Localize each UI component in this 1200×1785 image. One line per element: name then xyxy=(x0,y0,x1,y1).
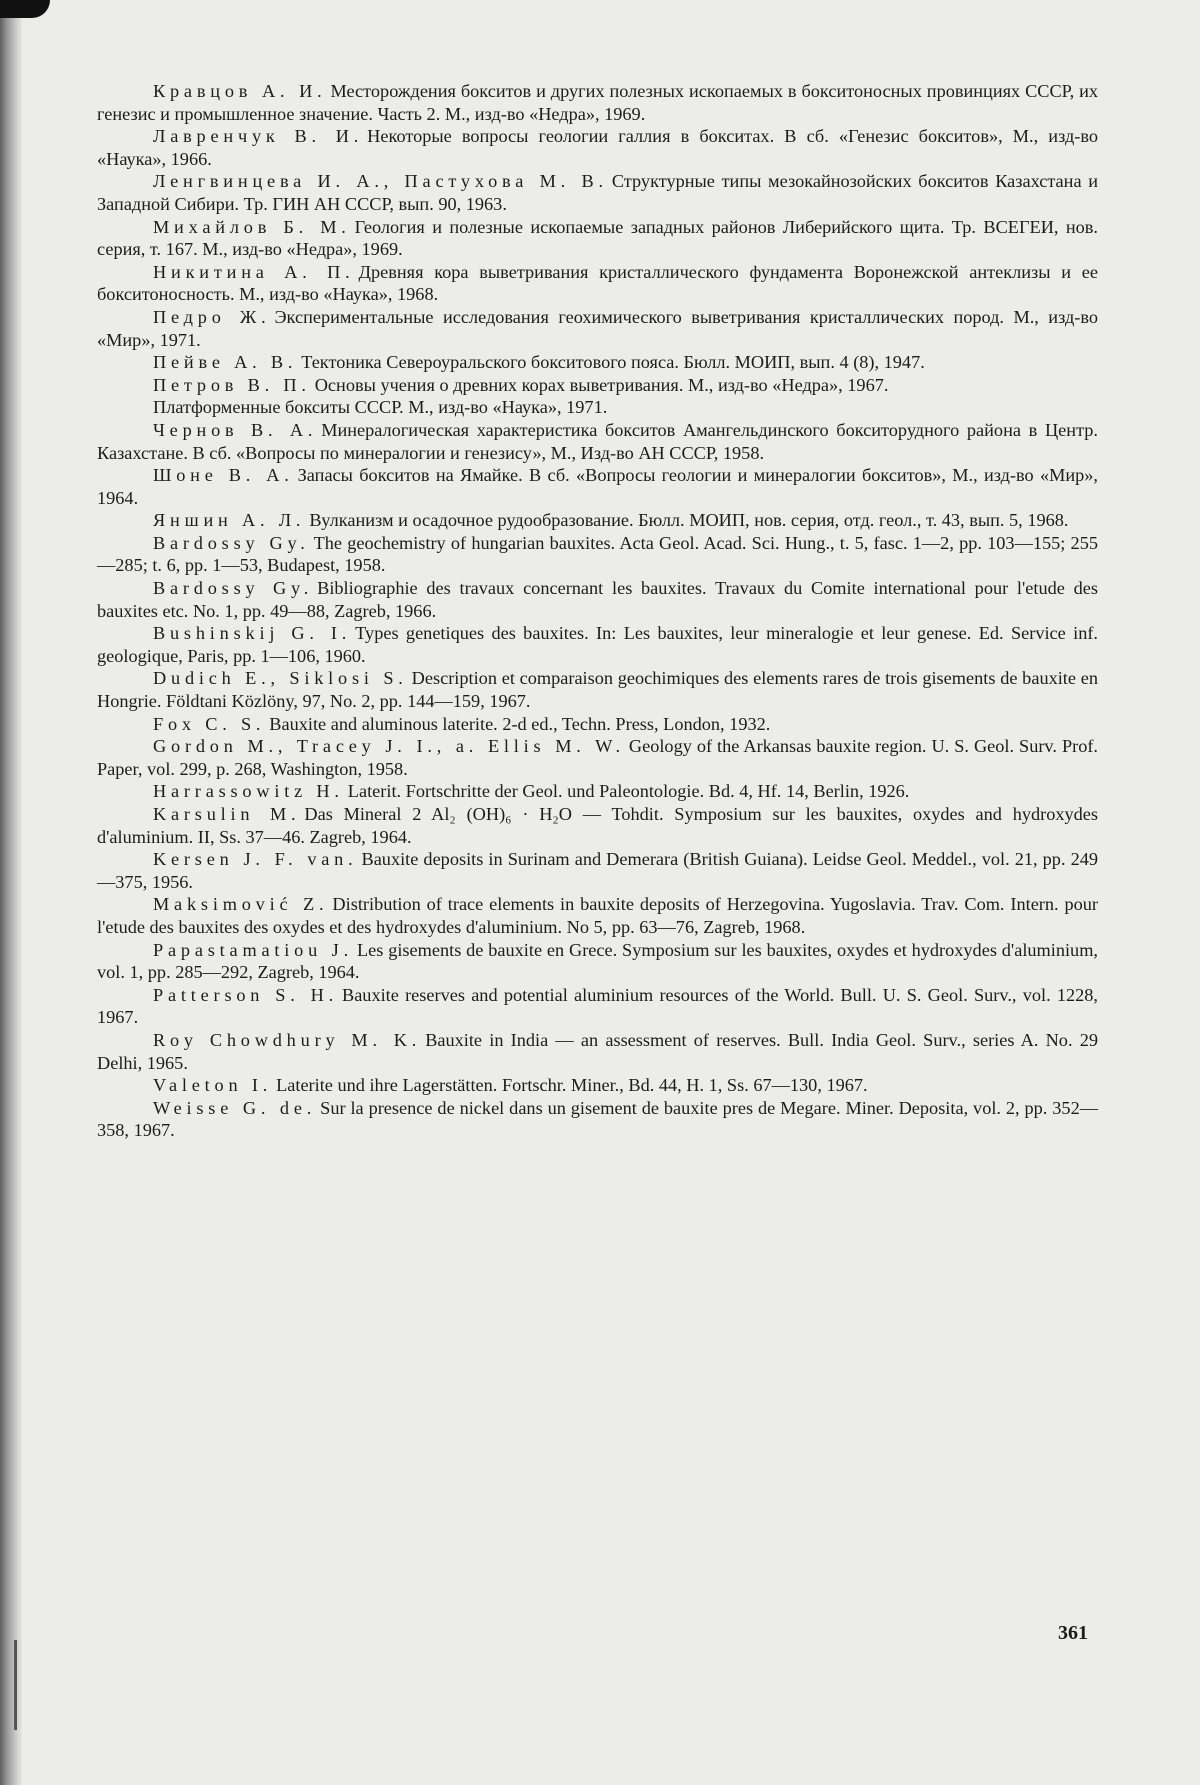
reference-entry xyxy=(97,261,1098,306)
reference-author: Яншин А. Л. xyxy=(153,510,306,531)
reference-entry xyxy=(97,1029,1098,1074)
reference-entry xyxy=(97,216,1098,261)
reference-text: Вулканизм и осадочное рудообразование. Бюлл. МОИП, нов. серия, отд. геол., т. 43, вып. 5, 1968. xyxy=(309,510,1069,531)
reference-entry xyxy=(97,170,1098,215)
reference-text: Laterit. Fortschritte der Geol. und Paleontologie. Bd. 4, Hf. 14, Berlin, 1926. xyxy=(347,781,910,802)
reference-author: Patterson S. H. xyxy=(153,984,338,1005)
reference-entry xyxy=(97,419,1098,464)
reference-author: Петров В. П. xyxy=(153,374,311,395)
reference-text: Запасы бокситов на Ямайке. В сб. «Вопросы геологии и минералогии бокситов», М., изд-во «Мир», 1964. xyxy=(97,465,1098,508)
reference-text: Distribution of trace elements in bauxite deposits of Herzegovina. Yugoslavia. Trav. Com. Intern. pour l'etude des bauxites des oxydes et des hydroxydes d'aluminium. No 5, pp. 63—76, Zagreb, 1968. xyxy=(97,894,1098,937)
reference-author: Maksimović Z. xyxy=(153,894,329,915)
reference-author: Bardossy Gy. xyxy=(153,532,310,553)
reference-entry xyxy=(97,509,1098,532)
reference-author: Bushinskij G. I. xyxy=(153,623,352,644)
reference-entry xyxy=(97,306,1098,351)
reference-entry xyxy=(97,893,1098,938)
reference-list xyxy=(97,80,1098,1142)
reference-text: Bauxite reserves and potential aluminium resources of the World. Bull. U. S. Geol. Surv., vol. 1228, 1967. xyxy=(97,984,1098,1028)
reference-author: Papastamatiou J. xyxy=(153,939,353,960)
reference-text: Тектоника Североуральского бокситового пояса. Бюлл. МОИП, вып. 4 (8), 1947. xyxy=(301,352,925,373)
reference-author: Dudich E., Siklosi S. xyxy=(153,668,408,689)
reference-entry xyxy=(97,125,1098,170)
reference-entry xyxy=(97,848,1098,893)
reference-text: Основы учения о древних корах выветривания. М., изд-во «Недра», 1967. xyxy=(314,374,889,395)
reference-entry xyxy=(97,735,1098,780)
reference-author: Михайлов Б. М. xyxy=(153,216,351,237)
reference-entry xyxy=(97,1074,1098,1097)
reference-entry xyxy=(97,803,1098,848)
reference-text: Древняя кора выветривания кристаллического фундамента Воронежской антеклизы и ее бокситоносность. М., изд-во «Наука», 1968. xyxy=(97,261,1098,305)
reference-author: Кравцов А. И. xyxy=(153,81,327,101)
reference-text: Месторождения бокситов и других полезных ископаемых в бокситоносных провинциях СССР, их генезис и промышленное значение. Часть 2. М., изд-во «Недра», 1969. xyxy=(97,81,1098,124)
reference-text: Das Mineral 2 Al₂ (OH)₆ · H₂O — Tohdit. Symposium sur les bauxites, oxydes and hydroxydes d'aluminium. II, Ss. 37—46. Zagreb, 1964. xyxy=(97,804,1098,847)
reference-entry xyxy=(97,780,1098,803)
reference-author: Roy Chowdhury M. K. xyxy=(153,1029,422,1050)
reference-author: Чернов В. А. xyxy=(153,419,318,440)
reference-entry xyxy=(97,374,1098,397)
reference-text: Sur la presence de nickel dans un gisement de bauxite pres de Megare. Miner. Deposita, vol. 2, pp. 352—358, 1967. xyxy=(97,1097,1098,1141)
reference-text: Экспериментальные исследования геохимического выветривания кристаллических пород. М., изд-во «Мир», 1971. xyxy=(97,306,1098,350)
scan-corner-mark xyxy=(0,0,50,18)
reference-author: Weisse G. de. xyxy=(153,1097,317,1118)
reference-author: Никитина А. П. xyxy=(153,261,355,282)
reference-author: Karsulin M. xyxy=(153,804,301,824)
reference-entry xyxy=(97,984,1098,1029)
reference-text: Laterite und ihre Lagerstätten. Fortschr. Miner., Bd. 44, H. 1, Ss. 67—130, 1967. xyxy=(276,1075,868,1096)
reference-entry xyxy=(97,1097,1098,1142)
reference-author: Пейве А. В. xyxy=(153,352,298,373)
reference-author: Педро Ж. xyxy=(153,306,271,327)
reference-text: Description et comparaison geochimiques des elements rares de trois gisements de bauxite en Hongrie. Földtani Közlöny, 97, No. 2, pp. 144—159, 1967. xyxy=(97,668,1098,712)
reference-entry xyxy=(97,396,1098,419)
reference-entry xyxy=(97,464,1098,509)
reference-entry xyxy=(97,532,1098,577)
reference-author: Harrassowitz H. xyxy=(153,781,344,802)
reference-text: Types genetiques des bauxites. In: Les bauxites, leur mineralogie et leur genese. Ed. Service inf. geologique, Paris, pp. 1—106, 1960. xyxy=(97,623,1098,666)
reference-text: Bauxite in India — an assessment of reserves. Bull. India Geol. Surv., series A. No. 29 Delhi, 1965. xyxy=(97,1029,1098,1073)
reference-text: Les gisements de bauxite en Grece. Symposium sur les bauxites, oxydes et hydroxydes d'aluminium, vol. 1, pp. 285—292, Zagreb, 1964. xyxy=(97,939,1098,983)
page-number: 361 xyxy=(1058,1622,1088,1644)
reference-author: Ленгвинцева И. А., Пастухова М. В. xyxy=(153,171,608,192)
reference-entry xyxy=(97,80,1098,125)
reference-author: Gordon M., Tracey J. I., a. Ellis M. W. xyxy=(153,736,625,757)
reference-entry xyxy=(97,577,1098,622)
reference-author: Kersen J. F. van. xyxy=(153,849,358,870)
reference-text: Некоторые вопросы геологии галлия в бокситах. В сб. «Генезис бокситов», М., изд-во «Наука», 1966. xyxy=(97,126,1099,169)
spine-mark xyxy=(14,1640,17,1730)
reference-text: Геология и полезные ископаемые западных районов Либерийского щита. Тр. ВСЕГЕИ, нов. серия, т. 167. М., изд-во «Недра», 1969. xyxy=(97,216,1098,260)
reference-entry xyxy=(97,713,1098,736)
reference-entry xyxy=(97,622,1098,667)
reference-text: Минералогическая характеристика бокситов Амангельдинского бокситорудного района в Центр. Казахстане. В сб. «Вопросы по минералогии и генезису», М., Изд-во АН СССР, 1958. xyxy=(97,419,1098,463)
reference-text: The geochemistry of hungarian bauxites. Acta Geol. Acad. Sci. Hung., t. 5, fasc. 1—2, pp. 103—155; 255—285; t. 6, pp. 1—53, Budapest, 1958. xyxy=(97,532,1098,576)
reference-author: Шоне В. А. xyxy=(153,465,294,486)
reference-author: Bardossy Gy. xyxy=(153,578,314,599)
reference-text: Geology of the Arkansas bauxite region. U. S. Geol. Surv. Prof. Paper, vol. 299, p. 268, Washington, 1958. xyxy=(97,736,1098,779)
reference-text: Bauxite and aluminous laterite. 2-d ed., Techn. Press, London, 1932. xyxy=(269,713,771,734)
reference-author: Valeton I. xyxy=(153,1075,273,1096)
reference-author: Лавренчук В. И. xyxy=(153,126,364,147)
reference-text: Bibliographie des travaux concernant les bauxites. Travaux du Comite international pour l'etude des bauxites etc. No. 1, pp. 49—88, Zagreb, 1966. xyxy=(97,578,1098,621)
reference-text: Платформенные бокситы СССР. М., изд-во «Наука», 1971. xyxy=(153,397,608,418)
reference-author: Fox C. S. xyxy=(153,713,266,734)
reference-entry xyxy=(97,351,1098,374)
reference-text: Структурные типы мезокайнозойских бокситов Казахстана и Западной Сибири. Тр. ГИН АН СССР, вып. 90, 1963. xyxy=(97,171,1098,214)
reference-entry xyxy=(97,667,1098,712)
page-spine-shadow xyxy=(0,0,22,1785)
reference-text: Bauxite deposits in Surinam and Demerara (British Guiana). Leidse Geol. Meddel., vol. 21, pp. 249—375, 1956. xyxy=(97,849,1098,892)
reference-entry xyxy=(97,939,1098,984)
